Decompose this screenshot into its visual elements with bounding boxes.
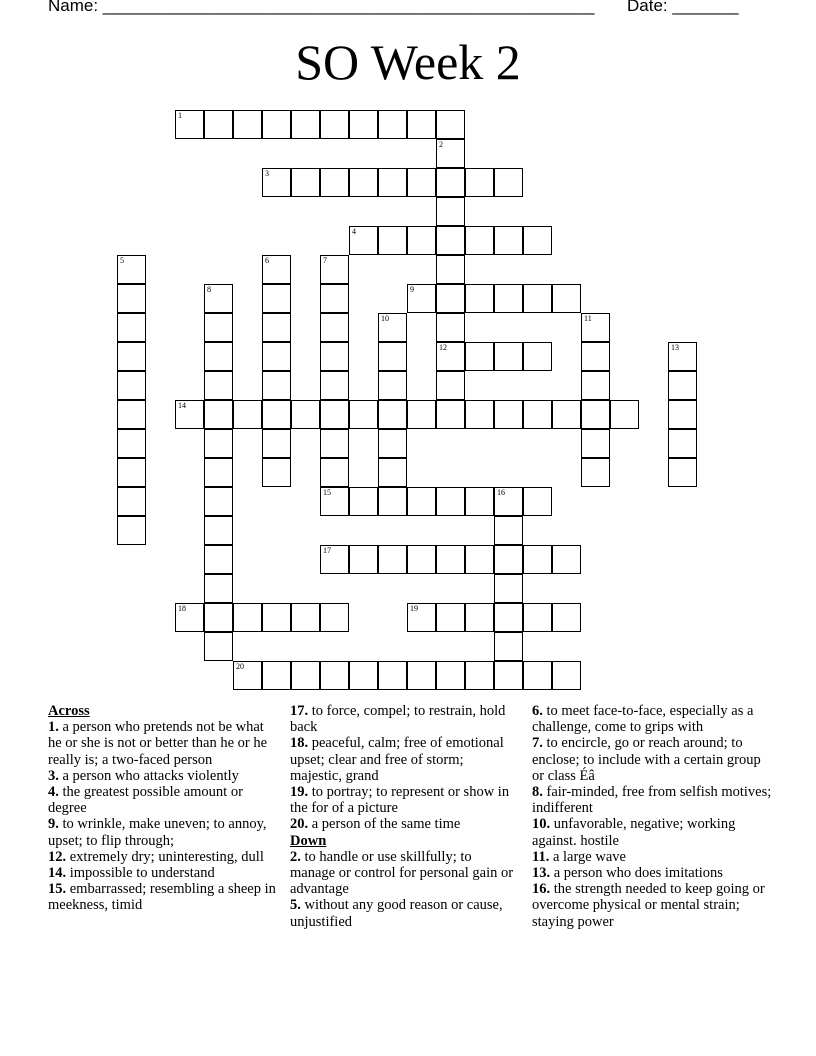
grid-cell[interactable] — [436, 284, 465, 313]
clue-text: a person of the same time — [311, 816, 461, 833]
grid-cell[interactable] — [523, 487, 552, 516]
grid-cell[interactable] — [436, 110, 465, 139]
grid-cell[interactable] — [349, 226, 378, 255]
grid-cell[interactable] — [175, 110, 204, 139]
grid-cell[interactable] — [233, 661, 262, 690]
clue-across-1 — [48, 719, 276, 768]
clue-number: 11. — [532, 848, 550, 865]
clue-number: 10. — [532, 816, 551, 833]
cell-number: 14 — [178, 401, 186, 410]
clue-text: peaceful, calm; free of emotional upset; clear and free of storm; majestic, grand — [290, 735, 504, 784]
grid-cell[interactable] — [465, 400, 494, 429]
grid-cell[interactable] — [320, 545, 349, 574]
grid-cell[interactable] — [320, 342, 349, 371]
grid-cell[interactable] — [436, 371, 465, 400]
grid-cell[interactable] — [204, 342, 233, 371]
clue-down-16 — [532, 881, 772, 930]
grid-cell[interactable] — [378, 429, 407, 458]
clue-across-4 — [48, 784, 276, 816]
clue-number: 13. — [532, 865, 551, 882]
grid-cell[interactable] — [204, 603, 233, 632]
cell-number: 18 — [178, 604, 186, 613]
grid-cell[interactable] — [291, 110, 320, 139]
clue-text: impossible to understand — [69, 865, 215, 882]
cell-number: 4 — [352, 227, 356, 236]
clue-across-3 — [48, 768, 276, 784]
clue-text: to wrinkle, make uneven; to annoy, upset; to flip through; — [48, 816, 267, 849]
grid-cell[interactable] — [378, 226, 407, 255]
clue-down-2 — [290, 849, 518, 898]
grid-cell[interactable] — [262, 429, 291, 458]
grid-cell[interactable] — [581, 429, 610, 458]
cell-number: 10 — [381, 314, 389, 323]
grid-cell[interactable] — [581, 342, 610, 371]
grid-cell[interactable] — [668, 371, 697, 400]
grid-cell[interactable] — [378, 400, 407, 429]
cell-number: 1 — [178, 111, 182, 120]
cell-number: 2 — [439, 140, 443, 149]
grid-cell[interactable] — [349, 661, 378, 690]
cell-number: 6 — [265, 256, 269, 265]
grid-cell[interactable] — [233, 400, 262, 429]
clue-across-9 — [48, 816, 276, 848]
grid-cell[interactable] — [523, 661, 552, 690]
grid-cell[interactable] — [262, 661, 291, 690]
grid-cell[interactable] — [494, 284, 523, 313]
grid-cell[interactable] — [465, 661, 494, 690]
clue-text: a person who pretends not be what he or she is not or better than he or he really is; a two-faced person — [48, 719, 268, 768]
grid-cell[interactable] — [436, 661, 465, 690]
grid-cell[interactable] — [233, 603, 262, 632]
grid-cell[interactable] — [117, 487, 146, 516]
grid-cell[interactable] — [610, 400, 639, 429]
clue-text: to portray; to represent or show in the for of a picture — [290, 784, 510, 817]
grid-cell[interactable] — [117, 284, 146, 313]
clue-text: embarrassed; resembling a sheep in meekness, timid — [48, 881, 276, 914]
grid-cell[interactable] — [436, 226, 465, 255]
grid-cell[interactable] — [407, 226, 436, 255]
name-field: Name: ____________________________________________________ — [48, 0, 595, 15]
grid-cell[interactable] — [204, 400, 233, 429]
grid-cell[interactable] — [494, 342, 523, 371]
grid-cell[interactable] — [262, 371, 291, 400]
down-heading: Down — [290, 832, 327, 849]
grid-cell[interactable] — [349, 545, 378, 574]
grid-cell[interactable] — [204, 632, 233, 661]
clue-text: to handle or use skillfully; to manage or control for personal gain or advantage — [290, 848, 514, 898]
grid-cell[interactable] — [262, 400, 291, 429]
grid-cell[interactable] — [494, 487, 523, 516]
grid-cell[interactable] — [494, 168, 523, 197]
grid-cell[interactable] — [378, 313, 407, 342]
clue-column-2 — [290, 703, 518, 930]
clue-across-19 — [290, 784, 518, 816]
grid-cell[interactable] — [117, 313, 146, 342]
grid-cell[interactable] — [378, 545, 407, 574]
grid-cell[interactable] — [465, 342, 494, 371]
grid-cell[interactable] — [494, 400, 523, 429]
cell-number: 8 — [207, 285, 211, 294]
grid-cell[interactable] — [494, 661, 523, 690]
grid-cell[interactable] — [436, 603, 465, 632]
clue-across-18 — [290, 735, 518, 784]
grid-cell[interactable] — [494, 574, 523, 603]
clue-number: 20. — [290, 816, 309, 833]
clue-number: 12. — [48, 848, 67, 865]
grid-cell[interactable] — [465, 487, 494, 516]
clue-down-11 — [532, 849, 772, 865]
grid-cell[interactable] — [117, 255, 146, 284]
grid-cell[interactable] — [378, 110, 407, 139]
clue-text: fair-minded, free from selfish motives; indifferent — [532, 784, 772, 817]
grid-cell[interactable] — [523, 400, 552, 429]
grid-cell[interactable] — [494, 603, 523, 632]
grid-cell[interactable] — [233, 110, 262, 139]
clue-number: 19. — [290, 784, 309, 801]
grid-cell[interactable] — [262, 255, 291, 284]
clue-down-10 — [532, 816, 772, 848]
grid-cell[interactable] — [291, 400, 320, 429]
clue-across-14 — [48, 865, 276, 881]
clue-across-15 — [48, 881, 276, 913]
grid-cell[interactable] — [552, 284, 581, 313]
grid-cell[interactable] — [204, 574, 233, 603]
grid-cell[interactable] — [320, 429, 349, 458]
grid-cell[interactable] — [204, 545, 233, 574]
grid-cell[interactable] — [494, 226, 523, 255]
page-title: SO Week 2 — [295, 34, 521, 90]
grid-cell[interactable] — [320, 458, 349, 487]
across-heading: Across — [48, 703, 90, 719]
grid-cell[interactable] — [320, 168, 349, 197]
grid-cell[interactable] — [407, 400, 436, 429]
cell-number: 20 — [236, 662, 244, 671]
grid-cell[interactable] — [436, 197, 465, 226]
grid-cell[interactable] — [378, 458, 407, 487]
clue-text: to force, compel; to restrain, hold back — [290, 703, 506, 736]
grid-cell[interactable] — [204, 516, 233, 545]
grid-cell[interactable] — [668, 342, 697, 371]
clue-down-8 — [532, 784, 772, 816]
grid-cell[interactable] — [175, 603, 204, 632]
grid-cell[interactable] — [204, 429, 233, 458]
clue-number: 6. — [532, 703, 543, 719]
grid-cell[interactable] — [494, 632, 523, 661]
grid-cell[interactable] — [581, 371, 610, 400]
grid-cell[interactable] — [407, 545, 436, 574]
clue-down-13 — [532, 865, 772, 881]
grid-cell[interactable] — [320, 284, 349, 313]
grid-cell[interactable] — [465, 603, 494, 632]
grid-cell[interactable] — [117, 342, 146, 371]
grid-cell[interactable] — [378, 371, 407, 400]
grid-cell[interactable] — [407, 603, 436, 632]
grid-cell[interactable] — [523, 226, 552, 255]
grid-cell[interactable] — [436, 487, 465, 516]
grid-cell[interactable] — [204, 313, 233, 342]
cell-number: 16 — [497, 488, 505, 497]
clue-number: 15. — [48, 881, 67, 898]
grid-cell[interactable] — [320, 400, 349, 429]
clue-number: 16. — [532, 881, 551, 898]
grid-cell[interactable] — [465, 284, 494, 313]
grid-cell[interactable] — [117, 458, 146, 487]
clue-column-3 — [532, 703, 772, 930]
clue-number: 8. — [532, 784, 543, 801]
clue-number: 1. — [48, 719, 59, 736]
grid-cell[interactable] — [523, 342, 552, 371]
grid-cell[interactable] — [436, 545, 465, 574]
cell-number: 13 — [671, 343, 679, 352]
grid-cell[interactable] — [494, 545, 523, 574]
grid-cell[interactable] — [204, 371, 233, 400]
grid-cell[interactable] — [262, 284, 291, 313]
grid-cell[interactable] — [204, 458, 233, 487]
grid-cell[interactable] — [320, 255, 349, 284]
clue-number: 5. — [290, 897, 301, 914]
clue-column-1 — [48, 703, 276, 914]
clue-number: 2. — [290, 848, 301, 865]
grid-cell[interactable] — [668, 400, 697, 429]
grid-cell[interactable] — [378, 342, 407, 371]
grid-cell[interactable] — [436, 255, 465, 284]
clue-down-7 — [532, 735, 772, 784]
grid-cell[interactable] — [523, 545, 552, 574]
grid-cell[interactable] — [378, 168, 407, 197]
grid-cell[interactable] — [320, 487, 349, 516]
cell-number: 5 — [120, 256, 124, 265]
grid-cell[interactable] — [465, 545, 494, 574]
clue-number: 17. — [290, 703, 309, 719]
grid-cell[interactable] — [262, 458, 291, 487]
grid-cell[interactable] — [552, 603, 581, 632]
grid-cell[interactable] — [668, 458, 697, 487]
clue-text: to meet face-to-face, especially as a challenge, come to grips with — [532, 703, 754, 736]
grid-cell[interactable] — [436, 168, 465, 197]
grid-cell[interactable] — [117, 516, 146, 545]
grid-cell[interactable] — [436, 139, 465, 168]
grid-cell[interactable] — [581, 313, 610, 342]
grid-cell[interactable] — [552, 545, 581, 574]
cell-number: 7 — [323, 256, 327, 265]
grid-cell[interactable] — [436, 342, 465, 371]
clue-across-20 — [290, 816, 518, 832]
grid-cell[interactable] — [204, 284, 233, 313]
cell-number: 3 — [265, 169, 269, 178]
cell-number: 9 — [410, 285, 414, 294]
grid-cell[interactable] — [349, 168, 378, 197]
grid-cell[interactable] — [407, 168, 436, 197]
clue-number: 4. — [48, 784, 59, 801]
grid-cell[interactable] — [320, 371, 349, 400]
grid-cell[interactable] — [349, 110, 378, 139]
clue-text: a person who attacks violently — [62, 767, 239, 784]
cell-number: 17 — [323, 546, 331, 555]
grid-cell[interactable] — [523, 284, 552, 313]
grid-cell[interactable] — [291, 603, 320, 632]
grid-cell[interactable] — [407, 284, 436, 313]
clue-number: 7. — [532, 735, 543, 752]
grid-cell[interactable] — [262, 313, 291, 342]
grid-cell[interactable] — [436, 313, 465, 342]
clue-number: 3. — [48, 767, 59, 784]
grid-cell[interactable] — [262, 110, 291, 139]
grid-cell[interactable] — [320, 110, 349, 139]
grid-cell[interactable] — [668, 429, 697, 458]
grid-cell[interactable] — [204, 110, 233, 139]
grid-cell[interactable] — [117, 429, 146, 458]
grid-cell[interactable] — [552, 400, 581, 429]
clue-text: the greatest possible amount or degree — [48, 784, 243, 817]
grid-cell[interactable] — [204, 487, 233, 516]
grid-cell[interactable] — [291, 168, 320, 197]
grid-cell[interactable] — [581, 458, 610, 487]
clue-text: without any good reason or cause, unjustified — [290, 897, 503, 930]
grid-cell[interactable] — [494, 516, 523, 545]
clue-down-5 — [290, 897, 518, 929]
grid-cell[interactable] — [349, 487, 378, 516]
grid-cell[interactable] — [378, 661, 407, 690]
clue-number: 14. — [48, 865, 67, 882]
cell-number: 12 — [439, 343, 447, 352]
clue-across-12 — [48, 849, 276, 865]
clue-text: to encircle, go or reach around; to enclose; to include with a certain group or class Éâ — [532, 735, 761, 784]
grid-cell[interactable] — [407, 661, 436, 690]
grid-cell[interactable] — [291, 661, 320, 690]
clue-text: unfavorable, negative; working against. hostile — [532, 816, 736, 849]
cell-number: 15 — [323, 488, 331, 497]
grid-cell[interactable] — [175, 400, 204, 429]
clue-number: 9. — [48, 816, 59, 833]
grid-cell[interactable] — [407, 110, 436, 139]
grid-cell[interactable] — [349, 400, 378, 429]
grid-cell[interactable] — [378, 487, 407, 516]
grid-cell[interactable] — [581, 400, 610, 429]
cell-number: 11 — [584, 314, 592, 323]
clue-text: a person who does imitations — [553, 865, 723, 882]
grid-cell[interactable] — [320, 661, 349, 690]
clue-text: a large wave — [552, 848, 626, 865]
grid-cell[interactable] — [117, 371, 146, 400]
grid-cell[interactable] — [117, 400, 146, 429]
grid-cell[interactable] — [436, 400, 465, 429]
grid-cell[interactable] — [552, 661, 581, 690]
grid-cell[interactable] — [320, 603, 349, 632]
clue-down-6 — [532, 703, 772, 735]
grid-cell[interactable] — [262, 342, 291, 371]
grid-cell[interactable] — [465, 168, 494, 197]
grid-cell[interactable] — [262, 603, 291, 632]
grid-cell[interactable] — [262, 168, 291, 197]
cell-number: 19 — [410, 604, 418, 613]
grid-cell[interactable] — [465, 226, 494, 255]
grid-cell[interactable] — [407, 487, 436, 516]
clue-across-17 — [290, 703, 518, 735]
date-field: Date: _______ — [627, 0, 739, 15]
clue-number: 18. — [290, 735, 309, 752]
grid-cell[interactable] — [523, 603, 552, 632]
clue-text: extremely dry; uninteresting, dull — [69, 848, 264, 865]
clue-text: the strength needed to keep going or overcome physical or mental strain; staying power — [532, 881, 765, 930]
grid-cell[interactable] — [320, 313, 349, 342]
